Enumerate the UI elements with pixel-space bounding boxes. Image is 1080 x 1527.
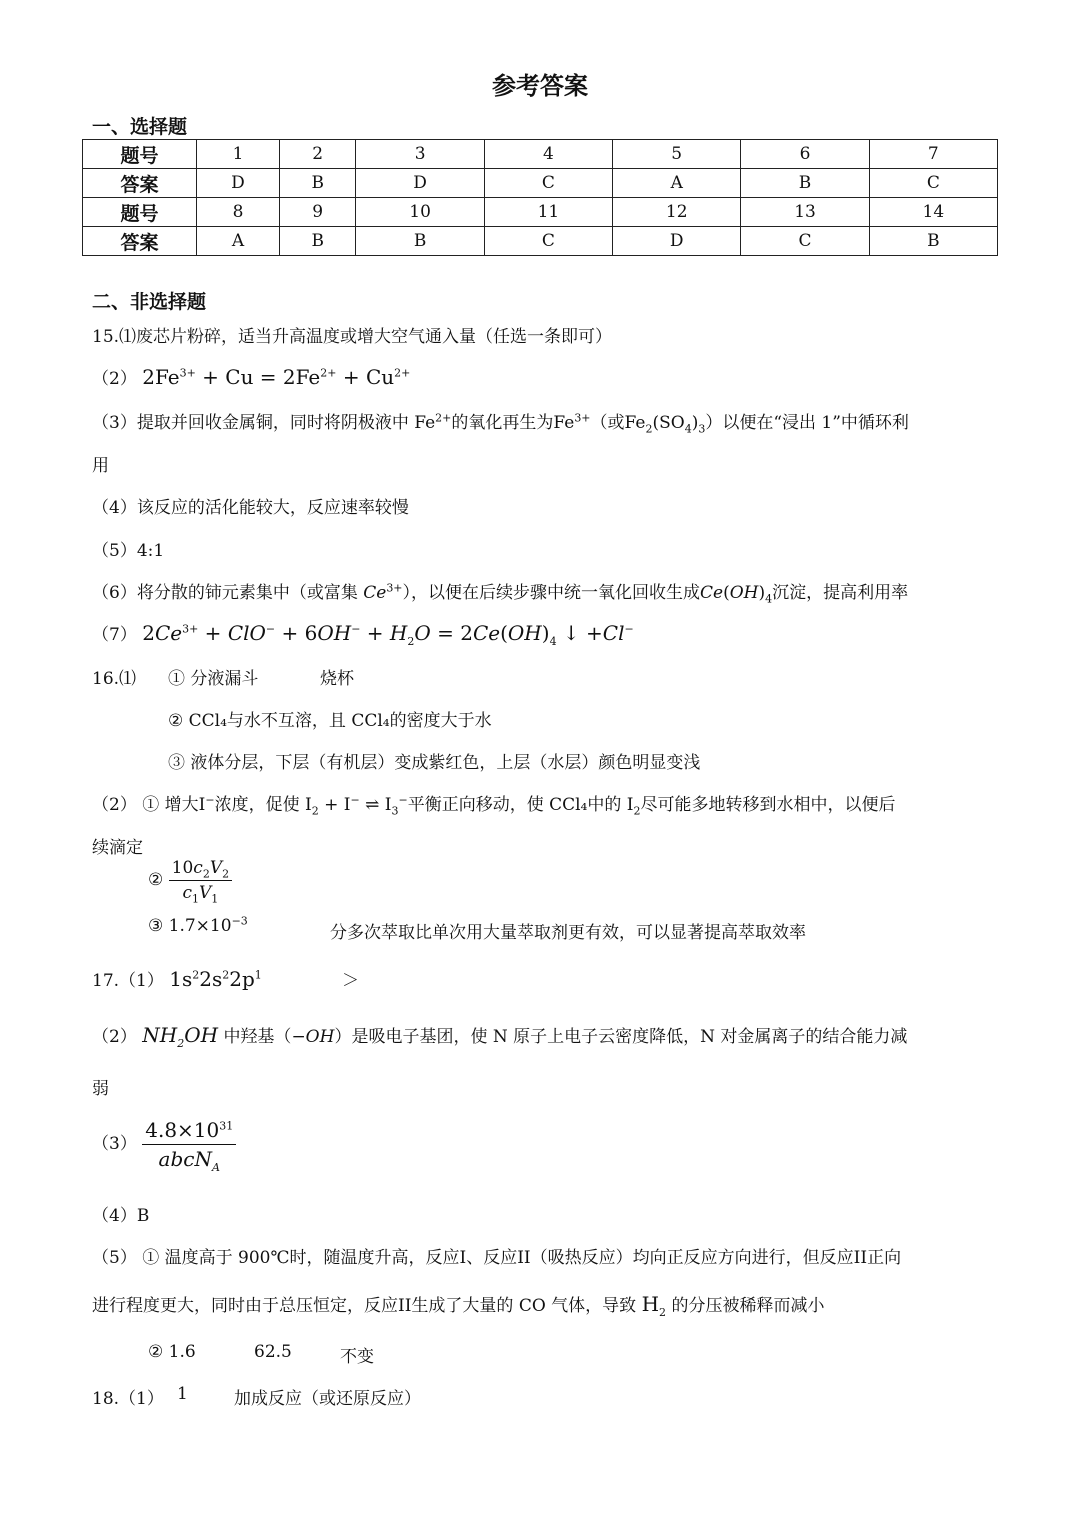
table-cell: B xyxy=(869,227,997,256)
q16-2-line1: （2） ① 增大I−浓度，促使 $I_2 + I^-$ ⇌ $I_3^-$平衡正向移动，使 CCl₄中的 $I_2$尽可能多地转移到水相中，以便后 xyxy=(92,793,896,818)
table-cell: B xyxy=(741,169,869,198)
q17-1-compare: ＞ xyxy=(342,971,359,991)
q15-3-text-d: ）以便在“浸出 1”中循环利 xyxy=(705,413,909,433)
equation-iodine: $I_2 + I^-$ ⇌ $I_3^-$ xyxy=(304,793,408,818)
table-cell: 4 xyxy=(484,140,612,169)
q17-2-text-a: 中羟基（ xyxy=(223,1027,292,1047)
table-cell: A xyxy=(613,169,741,198)
q17-2-label: （2） xyxy=(92,1027,137,1047)
table-row-header: 题号 xyxy=(83,198,197,227)
table-cell: C xyxy=(869,169,997,198)
q16-2-text-b: 浓度，促使 xyxy=(214,795,300,815)
q16-2-item3-exponent: −3 xyxy=(231,914,248,928)
table-row xyxy=(83,140,998,169)
q16-2-item3-text: 分多次萃取比单次用大量萃取剂更有效，可以显著提高萃取效率 xyxy=(330,923,806,943)
q17-3-label: （3） xyxy=(92,1134,137,1154)
q16-1-line3: ③ 液体分层，下层（有机层）变成紫红色，上层（水层）颜色明显变浅 xyxy=(168,753,701,773)
q17-line4: （4）B xyxy=(92,1206,150,1226)
q17-line5-cont xyxy=(92,1291,825,1319)
q17-5-label: （5） xyxy=(92,1248,137,1268)
q15-line2 xyxy=(92,364,410,389)
q17-5-item2-b: 62.5 xyxy=(254,1342,292,1362)
table-cell: C xyxy=(484,169,612,198)
q17-line1 xyxy=(92,966,262,991)
table-cell: B xyxy=(279,169,356,198)
q15-6-text-c: 沉淀，提高利用率 xyxy=(772,583,909,603)
q15-line3: （3）提取并回收金属铜，同时将阴极液中 $Fe^{2+}$的氧化再生为$Fe^{3+}$（或$Fe_2(SO_4)_3$）以便在“浸出 1”中循环利 xyxy=(92,411,909,436)
q16-2-label: （2） xyxy=(92,795,137,815)
q17-line3 xyxy=(92,1118,236,1174)
table-cell: 3 xyxy=(356,140,484,169)
q16-1-label: 16.⑴ xyxy=(92,669,137,689)
q15-line1: 15.⑴废芯片粉碎，适当升高温度或增大空气通入量（任选一条即可） xyxy=(92,327,613,347)
q15-3-text-b: 的氧化再生为Fe xyxy=(451,413,575,433)
fraction-density: $\frac{4.8\times 10^{31}}{abcN_A}$ xyxy=(142,1118,236,1171)
formula-hydrogen: $H_2$ xyxy=(641,1292,667,1319)
q15-7-label: （7） xyxy=(92,625,137,645)
table-cell: 11 xyxy=(484,198,612,227)
table-cell: A xyxy=(197,227,280,256)
q17-2-text-b: ）是吸电子基团，使 N 原子上电子云密度降低，N 对金属离子的结合能力减 xyxy=(334,1027,908,1047)
q16-2-text-c: 平衡正向移动，使 CCl₄中的 I xyxy=(407,795,634,815)
equation-fe-cu: $2Fe^{3+} + Cu = 2Fe^{2+} + Cu^{2+}$ xyxy=(142,365,411,389)
q17-5-item2-a: ② 1.6 xyxy=(148,1342,196,1362)
table-cell: 12 xyxy=(613,198,741,227)
q17-line5 xyxy=(92,1243,901,1268)
table-cell: 5 xyxy=(613,140,741,169)
q15-3-text-a: （3）提取并回收金属铜，同时将阴极液中 Fe xyxy=(92,413,436,433)
table-row xyxy=(83,169,998,198)
table-cell: 7 xyxy=(869,140,997,169)
q15-line7 xyxy=(92,620,634,648)
table-cell: 13 xyxy=(741,198,869,227)
q16-2-text-a: ① 增大I xyxy=(142,795,206,815)
q16-2-item3-value: ③ 1.7×10 xyxy=(148,916,232,936)
table-cell: C xyxy=(484,227,612,256)
q16-1-answer-a: ① 分液漏斗 xyxy=(168,669,259,689)
q15-line3-cont: 用 xyxy=(92,456,109,476)
table-cell: 8 xyxy=(197,198,280,227)
table-row-header: 答案 xyxy=(83,169,197,198)
section-heading-nonchoice: 二、非选择题 xyxy=(92,291,207,313)
table-cell: D xyxy=(356,169,484,198)
table-cell: 10 xyxy=(356,198,484,227)
q17-5-text-b: 进行程度更大，同时由于总压恒定，反应II生成了大量的 CO 气体，导致 xyxy=(92,1296,637,1316)
formula-hydroxylamine: $NH_2OH$ xyxy=(142,1023,219,1050)
q15-6-text-a: （6）将分散的铈元素集中（或富集 xyxy=(92,583,364,603)
table-cell: 9 xyxy=(279,198,356,227)
q16-2-line1-cont: 续滴定 xyxy=(92,838,143,858)
q17-line2: （2） $NH_2OH$ 中羟基（−OH）是吸电子基团，使 N 原子上电子云密度降低，N 对金属离子的结合能力减 xyxy=(92,1023,908,1050)
page-title: 参考答案 xyxy=(492,72,588,100)
q16-2-item3 xyxy=(148,916,248,936)
section-heading-choice: 一、选择题 xyxy=(92,116,188,138)
q15-2-label: （2） xyxy=(92,369,137,389)
q15-line4: （4）该反应的活化能较大，反应速率较慢 xyxy=(92,498,409,518)
table-cell: B xyxy=(356,227,484,256)
table-cell: 6 xyxy=(741,140,869,169)
q17-5-item2-c: 不变 xyxy=(340,1347,374,1367)
q16-2-item2 xyxy=(148,858,232,906)
q16-1-answer-b: 烧杯 xyxy=(320,669,354,689)
q17-5-text-a: ① 温度高于 900℃时，随温度升高，反应I、反应II（吸热反应）均向正反应方向进行，但反应II正向 xyxy=(142,1248,902,1268)
q17-5-text-c: 的分压被稀释而减小 xyxy=(671,1296,825,1316)
answer-table xyxy=(82,139,998,256)
q17-line2-cont: 弱 xyxy=(92,1079,109,1099)
equation-cerium: $2Ce^{3+} + ClO^- + 6OH^- + H_2O = 2Ce(OH)_4$ ↓ +Cl− xyxy=(142,621,634,648)
table-row-header: 答案 xyxy=(83,227,197,256)
table-row xyxy=(83,198,998,227)
q15-3-text-c: （或Fe xyxy=(590,413,646,433)
q16-2-text-d: 尽可能多地转移到水相中，以便后 xyxy=(640,795,896,815)
electron-config: $1s^22s^22p^1$ xyxy=(169,967,262,991)
q17-1-label: 17.（1） xyxy=(92,971,164,991)
table-cell: 1 xyxy=(197,140,280,169)
fraction-concentration: $\frac{10c_2V_2}{c_1V_1}$ xyxy=(169,858,232,903)
q15-6-text-b: ），以便在后续步骤中统一氧化回收生成 xyxy=(402,583,701,603)
q16-2-item2-label: ② xyxy=(148,870,164,890)
table-row-header: 题号 xyxy=(83,140,197,169)
q15-line6: （6）将分散的铈元素集中（或富集 $Ce^{3+}$），以便在后续步骤中统一氧化回收生成$Ce(OH)_4$沉淀，提高利用率 xyxy=(92,581,909,606)
table-row xyxy=(83,227,998,256)
q18-1-answer-b: 加成反应（或还原反应） xyxy=(234,1389,421,1409)
table-cell: 14 xyxy=(869,198,997,227)
q18-1-label: 18.（1） xyxy=(92,1389,164,1409)
table-cell: C xyxy=(741,227,869,256)
table-cell: D xyxy=(613,227,741,256)
table-cell: D xyxy=(197,169,280,198)
table-cell: B xyxy=(279,227,356,256)
q15-line5: （5）4:1 xyxy=(92,541,165,561)
table-cell: 2 xyxy=(279,140,356,169)
q18-1-answer-a: 1 xyxy=(177,1384,188,1404)
q16-1-line2: ② CCl₄与水不互溶，且 CCl₄的密度大于水 xyxy=(168,711,492,731)
